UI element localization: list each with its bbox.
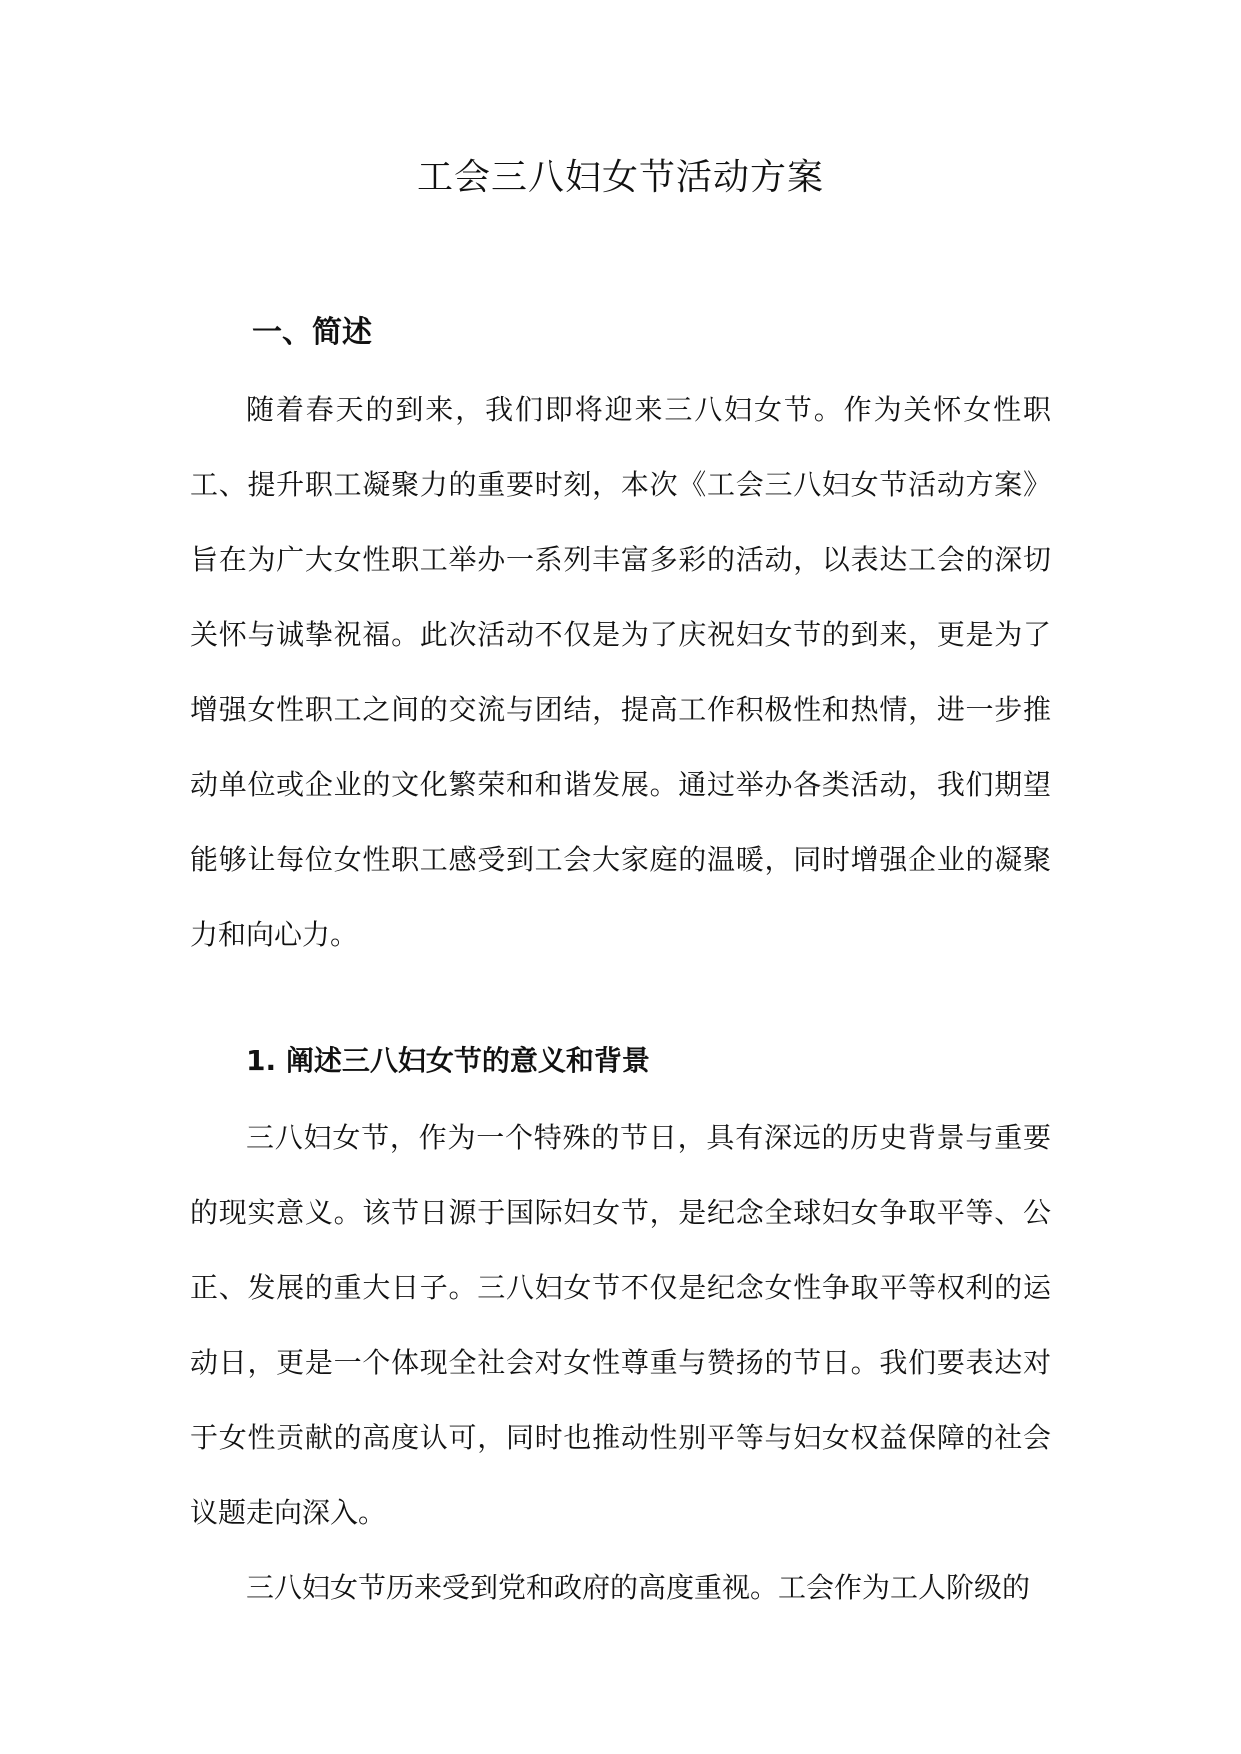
significance-paragraph: 三八妇女节，作为一个特殊的节日，具有深远的历史背景与重要的现实意义。该节日源于国际妇女节，是纪念全球妇女争取平等、公正、发展的重大日子。三八妇女节不仅是纪念女性争取平等权利的运动日，更是一个体现全社会对女性尊重与赞扬的节日。我们要表达对于女性贡献的高度认可，同时也推动性别平等与妇女权益保障的社会议题走向深入。 xyxy=(190,1121,1051,1529)
section-heading-overview: 一、简述 xyxy=(252,315,372,350)
document-title: 工会三八妇女节活动方案 xyxy=(416,157,824,198)
overview-paragraph: 随着春天的到来，我们即将迎来三八妇女节。作为关怀女性职工、提升职工凝聚力的重要时刻，本次《工会三八妇女节活动方案》旨在为广大女性职工举办一系列丰富多彩的活动，以表达工会的深切关怀与诚挚祝福。此次活动不仅是为了庆祝妇女节的到来，更是为了增强女性职工之间的交流与团结，提高工作积极性和热情，进一步推动单位或企业的文化繁荣和和谐发展。通过举办各类活动，我们期望能够让每位女性职工感受到工会大家庭的温暖，同时增强企业的凝聚力和向心力。 xyxy=(190,393,1051,951)
subsection-heading-significance: 1. 阐述三八妇女节的意义和背景 xyxy=(246,1044,650,1077)
significance-paragraph-continued: 三八妇女节历来受到党和政府的高度重视。工会作为工人阶级的 xyxy=(246,1571,1031,1604)
